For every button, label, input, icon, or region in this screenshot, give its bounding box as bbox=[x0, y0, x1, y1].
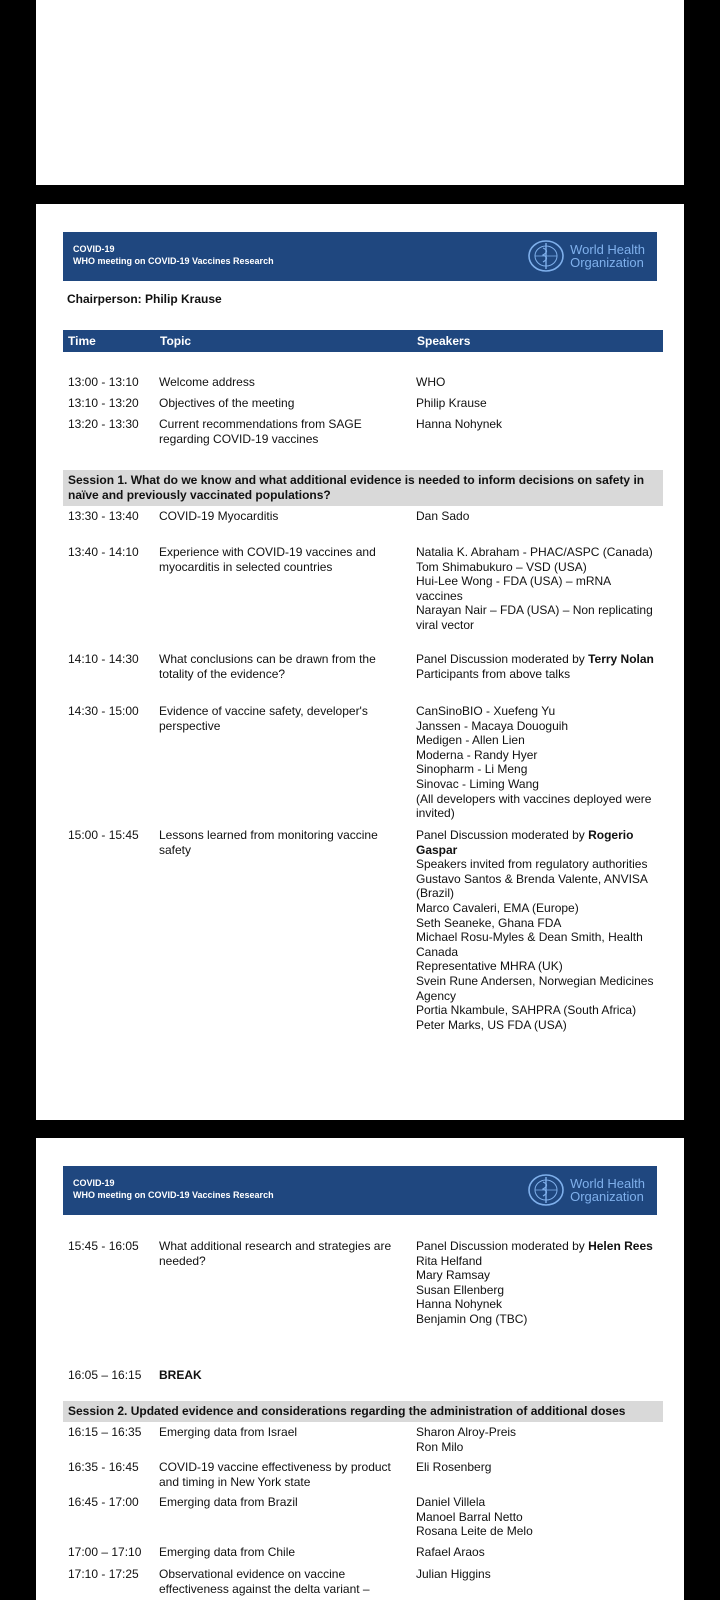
row-speakers: WHO bbox=[416, 375, 446, 389]
who-logo-text-2: Organization bbox=[570, 255, 644, 270]
who-emblem-icon bbox=[526, 238, 566, 274]
row-topic: Objectives of the meeting bbox=[159, 396, 295, 410]
row-time: 13:10 - 13:20 bbox=[68, 396, 139, 410]
row-time: 16:35 - 16:45 bbox=[68, 1460, 139, 1474]
row-speakers bbox=[416, 828, 656, 1032]
row-time: 13:00 - 13:10 bbox=[68, 375, 139, 389]
row-topic: Welcome address bbox=[159, 375, 255, 389]
banner-line-2: WHO meeting on COVID-19 Vaccines Research bbox=[73, 1190, 274, 1200]
speakers-intro: Panel Discussion moderated by bbox=[416, 1239, 589, 1253]
row-speakers: Daniel Villela Manoel Barral Netto Rosana Leite de Melo bbox=[416, 1495, 533, 1539]
who-logo-text-2: Organization bbox=[570, 1189, 644, 1204]
row-speakers: Dan Sado bbox=[416, 509, 470, 523]
header-speakers: Speakers bbox=[417, 334, 471, 348]
header-topic: Topic bbox=[160, 334, 192, 348]
banner-line-2: WHO meeting on COVID-19 Vaccines Research bbox=[73, 256, 274, 266]
document-page-2 bbox=[36, 1138, 684, 1600]
row-topic: Experience with COVID-19 vaccines and myocarditis in selected countries bbox=[159, 545, 376, 574]
speakers-list: Speakers invited from regulatory authorities Gustavo Santos & Brenda Valente, ANVISA (Brazil) Marco Cavaleri, EMA (Europe) Seth Seaneke, Ghana FDA Michael Rosu-Myles & Dean Smith, Health Canada Representative MHRA (UK) Svein Rune Andersen, Norwegian Medicines Agency Portia Nkambule, SAHPRA (South Africa) Peter Marks, US FDA (USA) bbox=[416, 857, 654, 1032]
row-topic: COVID-19 Myocarditis bbox=[159, 509, 279, 523]
who-logo-text-1: World Health bbox=[570, 242, 645, 257]
row-time: 16:45 - 17:00 bbox=[68, 1495, 139, 1509]
row-topic: What additional research and strategies are needed? bbox=[159, 1239, 392, 1268]
row-time: 16:15 – 16:35 bbox=[68, 1425, 142, 1439]
row-topic: What conclusions can be drawn from the totality of the evidence? bbox=[159, 652, 376, 681]
table-header bbox=[63, 330, 663, 352]
row-topic: Emerging data from Israel bbox=[159, 1425, 298, 1439]
row-time: 13:20 - 13:30 bbox=[68, 417, 139, 431]
speakers-list: Rita Helfand Mary Ramsay Susan Ellenberg Hanna Nohynek Benjamin Ong (TBC) bbox=[416, 1253, 528, 1326]
document-page-1 bbox=[36, 204, 684, 1120]
row-time: 13:30 - 13:40 bbox=[68, 509, 139, 523]
who-logo bbox=[526, 238, 645, 274]
row-time: 17:00 – 17:10 bbox=[68, 1545, 142, 1559]
row-time: 15:45 - 16:05 bbox=[68, 1239, 139, 1253]
row-speakers: Julian Higgins bbox=[416, 1567, 491, 1581]
row-speakers: CanSinoBIO - Xuefeng Yu Janssen - Macaya Douoguih Medigen - Allen Lien Moderna - Randy Hyer Sinopharm - Li Meng Sinovac - Liming Wang (All developers with vaccines deployed were invited) bbox=[416, 704, 652, 821]
moderator-name: Helen Rees bbox=[588, 1239, 653, 1253]
moderator-name: Rogerio Gaspar bbox=[416, 828, 634, 857]
chairperson: Chairperson: Philip Krause bbox=[67, 292, 222, 306]
row-time: 17:10 - 17:25 bbox=[68, 1567, 139, 1581]
who-logo bbox=[526, 1172, 645, 1208]
speakers-intro: Panel Discussion moderated by bbox=[416, 652, 589, 666]
row-time: 16:05 – 16:15 bbox=[68, 1368, 142, 1382]
row-time: 13:40 - 14:10 bbox=[68, 545, 139, 559]
row-topic: Observational evidence on vaccine effectiveness against the delta variant – bbox=[159, 1567, 370, 1596]
row-speakers bbox=[416, 652, 656, 681]
row-speakers: Hanna Nohynek bbox=[416, 417, 503, 431]
row-topic: Lessons learned from monitoring vaccine safety bbox=[159, 828, 378, 857]
who-emblem-icon bbox=[526, 1172, 566, 1208]
moderator-name: Terry Nolan bbox=[588, 652, 654, 666]
header-time: Time bbox=[68, 334, 96, 348]
who-logo-text-1: World Health bbox=[570, 1176, 645, 1191]
who-header-banner bbox=[63, 1166, 657, 1215]
speakers-list: Participants from above talks bbox=[416, 666, 571, 681]
banner-line-1: COVID-19 bbox=[73, 244, 115, 254]
banner-line-1: COVID-19 bbox=[73, 1178, 115, 1188]
row-speakers: Sharon Alroy-Preis Ron Milo bbox=[416, 1425, 517, 1454]
who-header-banner bbox=[63, 232, 657, 281]
row-speakers: Eli Rosenberg bbox=[416, 1460, 492, 1474]
speakers-intro: Panel Discussion moderated by bbox=[416, 828, 589, 842]
row-topic: BREAK bbox=[159, 1368, 202, 1382]
session-2-heading: Session 2. Updated evidence and considerations regarding the administration of additional doses bbox=[63, 1401, 663, 1422]
row-time: 14:30 - 15:00 bbox=[68, 704, 139, 718]
row-topic: Evidence of vaccine safety, developer's perspective bbox=[159, 704, 368, 733]
session-1-heading: Session 1. What do we know and what additional evidence is needed to inform decisions on safety in naïve and previously vaccinated populations? bbox=[63, 470, 663, 506]
row-speakers: Natalia K. Abraham - PHAC/ASPC (Canada) Tom Shimabukuro – VSD (USA) Hui-Lee Wong - FDA (USA) – mRNA vaccines Narayan Nair – FDA (USA) – Non replicating viral vector bbox=[416, 545, 653, 632]
row-time: 15:00 - 15:45 bbox=[68, 828, 139, 842]
row-speakers bbox=[416, 1239, 656, 1327]
row-speakers: Philip Krause bbox=[416, 396, 487, 410]
row-topic: Current recommendations from SAGE regarding COVID-19 vaccines bbox=[159, 417, 362, 446]
row-topic: Emerging data from Brazil bbox=[159, 1495, 298, 1509]
document-page-blank bbox=[36, 0, 684, 185]
row-topic: COVID-19 vaccine effectiveness by product and timing in New York state bbox=[159, 1460, 391, 1489]
row-time: 14:10 - 14:30 bbox=[68, 652, 139, 666]
row-speakers: Rafael Araos bbox=[416, 1545, 485, 1559]
row-topic: Emerging data from Chile bbox=[159, 1545, 296, 1559]
